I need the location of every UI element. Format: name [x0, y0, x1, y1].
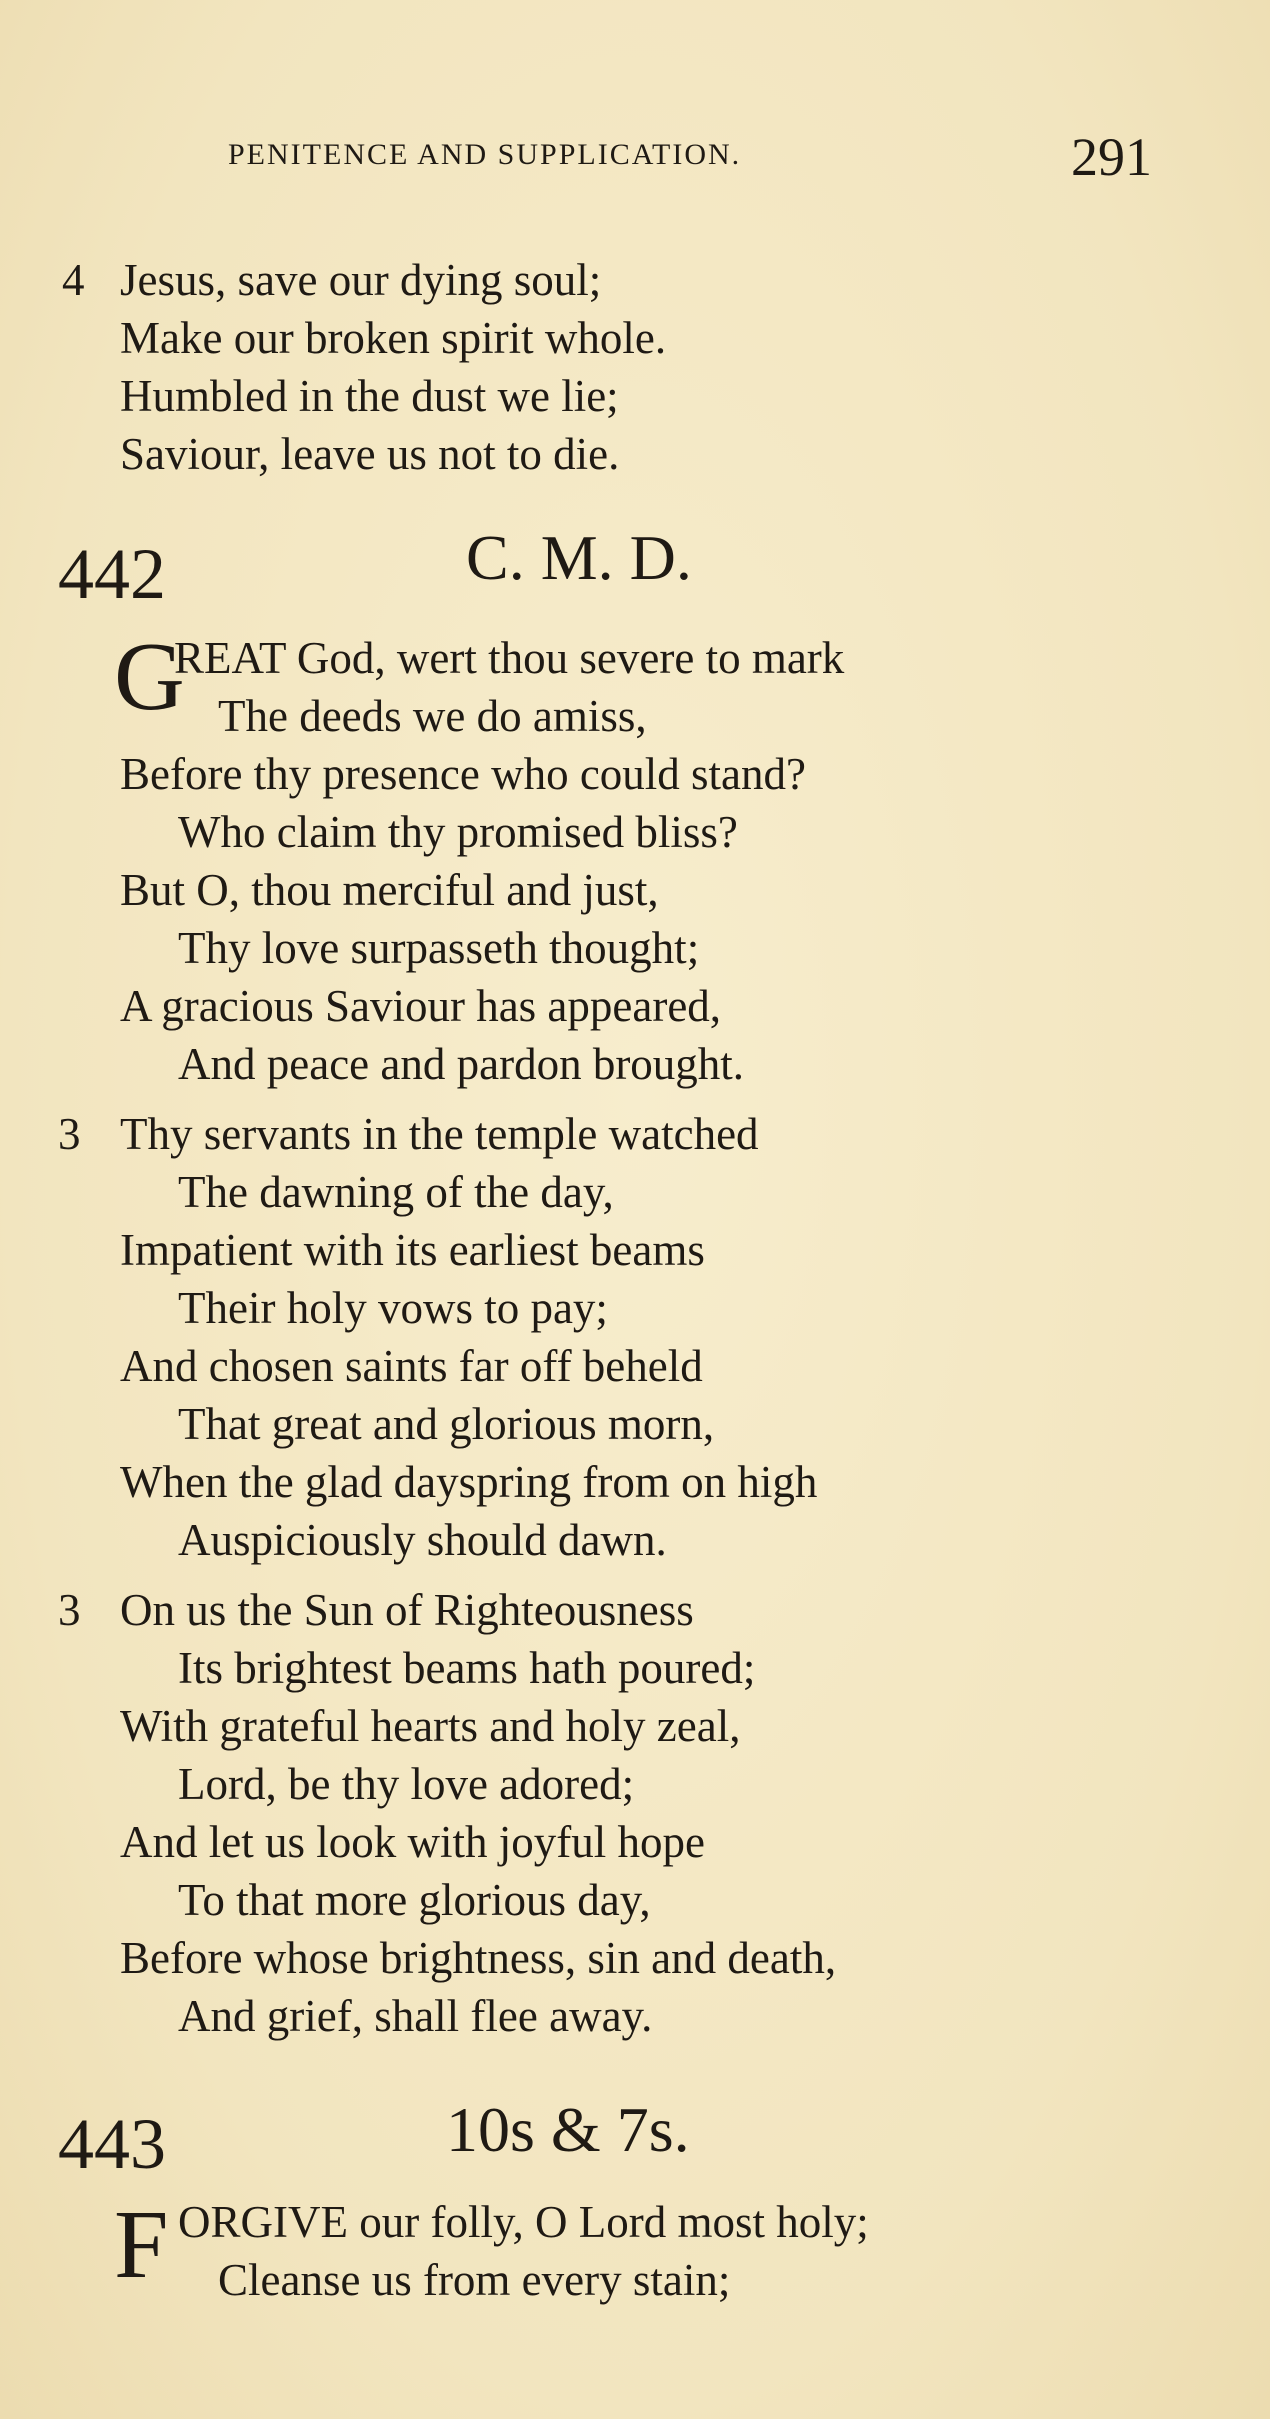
hymn-meter: C. M. D. [466, 522, 692, 593]
hymn-line: And let us look with joyful hope [120, 1817, 705, 1867]
hymn-line: The dawning of the day, [178, 1167, 614, 1217]
hymn-line: Jesus, save our dying soul; [120, 255, 602, 305]
hymn-line: Saviour, leave us not to die. [120, 429, 620, 479]
hymn-line: Before thy presence who could stand? [120, 749, 807, 799]
hymn-line: That great and glorious morn, [178, 1399, 715, 1449]
hymn-line: The deeds we do amiss, [218, 691, 647, 741]
hymn-line: Auspiciously should dawn. [178, 1515, 667, 1565]
hymn-line: And grief, shall flee away. [178, 1991, 653, 2041]
verse-number: 3 [58, 1585, 81, 1635]
hymn-line: REAT God, wert thou severe to mark [174, 633, 845, 683]
hymn-line: Lord, be thy love adored; [178, 1759, 635, 1809]
hymn-number: 443 [58, 2104, 166, 2184]
running-head: PENITENCE AND SUPPLICATION. [228, 138, 742, 171]
hymn-line: And peace and pardon brought. [178, 1039, 745, 1089]
drop-cap: G [114, 623, 185, 731]
verse-number: 4 [62, 255, 85, 305]
hymn-line: Thy servants in the temple watched [120, 1109, 759, 1159]
hymn-line: Before whose brightness, sin and death, [120, 1933, 837, 1983]
hymn-line: Who claim thy promised bliss? [178, 807, 738, 857]
hymn-line: Make our broken spirit whole. [120, 313, 667, 363]
drop-cap: F [114, 2191, 169, 2299]
hymn-line: On us the Sun of Righteousness [120, 1585, 694, 1635]
hymn-line: When the glad dayspring from on high [120, 1457, 818, 1507]
verse-number: 3 [58, 1109, 81, 1159]
hymn-line: Its brightest beams hath poured; [178, 1643, 756, 1693]
hymn-meter: 10s & 7s. [446, 2094, 690, 2165]
hymn-line: With grateful hearts and holy zeal, [120, 1701, 741, 1751]
hymn-line: To that more glorious day, [178, 1875, 651, 1925]
hymn-line: ORGIVE our folly, O Lord most holy; [178, 2197, 869, 2247]
hymn-line: Their holy vows to pay; [178, 1283, 608, 1333]
hymn-line: Thy love surpasseth thought; [178, 923, 700, 973]
hymn-line: Impatient with its earliest beams [120, 1225, 705, 1275]
page-number: 291 [1071, 127, 1152, 187]
hymn-line: A gracious Saviour has appeared, [120, 981, 722, 1031]
hymn-line: And chosen saints far off beheld [120, 1341, 703, 1391]
hymn-number: 442 [58, 534, 166, 614]
hymn-line: Cleanse us from every stain; [218, 2255, 731, 2305]
hymn-line: But O, thou merciful and just, [120, 865, 659, 915]
hymn-line: Humbled in the dust we lie; [120, 371, 619, 421]
